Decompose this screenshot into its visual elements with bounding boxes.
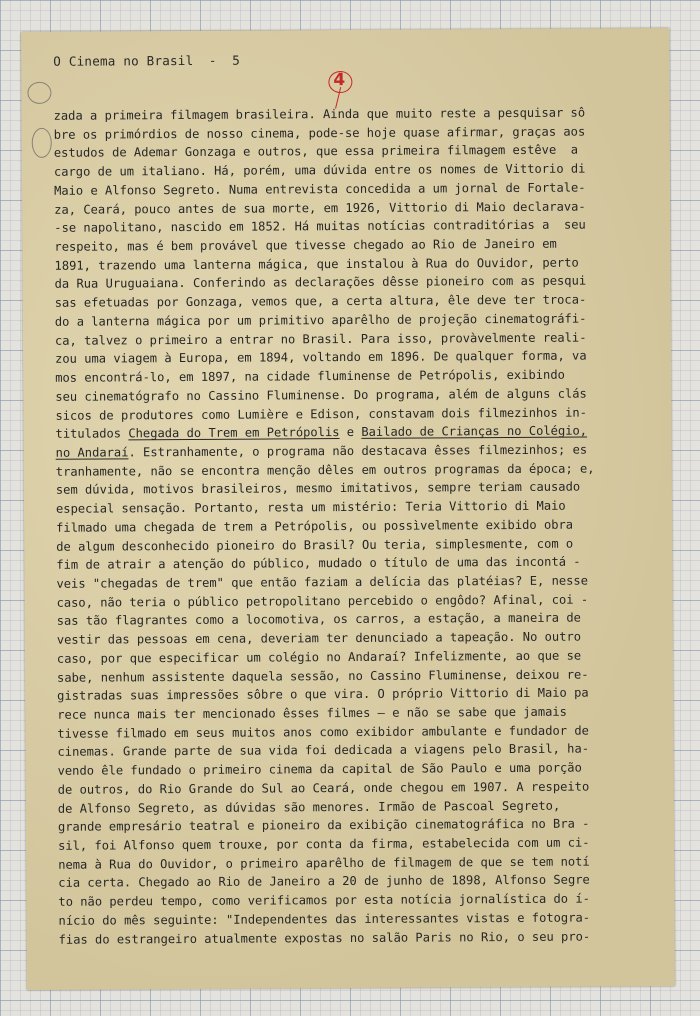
text-line: sabe, nenhum assistente daquela sessão, no Cassino Fluminense, deixou re- — [56, 667, 589, 685]
text-line: seu cinematógrafo no Cassino Fluminense. Do programa, além de alguns clás — [55, 386, 587, 404]
text-line: sas tão flagrantes como a locomotiva, os carros, a estação, a maneira de — [56, 610, 581, 629]
text-line: de Alfonso Segreto, as dúvidas são menores. Irmão de Pascoal Segreto, — [57, 798, 561, 816]
pencil-circle-mark — [32, 128, 52, 158]
page-header: O Cinema no Brasil - 5 — [53, 52, 241, 69]
text-line: vendo êle fundado o primeiro cinema da capital de São Paulo e uma porção — [57, 760, 582, 778]
text-line: sil, foi Alfonso quem trouxe, por conta da firma, estabelecida com um ci- — [58, 835, 590, 853]
text-line: tivesse filmado em seus muitos anos como exibidor ambulante e fundador de — [57, 723, 589, 741]
text-line: veis "chegadas de trem" que então faziam a delícia das platéias? E, nesse — [56, 573, 589, 591]
film-title: Bailado de Crianças no Colégio, — [361, 423, 588, 440]
text-line: caso, por que especificar um colégio no Andaraí? Infelizmente, ao que se — [56, 648, 582, 666]
text-line: filmado uma chegada de trem a Petrópolis, ou possìvelmente exibido obra — [56, 517, 574, 535]
text-line: to não perdeu tempo, como verificamos por esta notícia jornalística do í- — [58, 891, 590, 909]
text-line: za, Ceará, pouco antes de sua morte, em 1926, Vittorio di Maio declarava- — [54, 199, 586, 217]
text-line: de algum desconhecido pioneiro do Brasil? Ou teria, simplesmente, com o — [56, 536, 574, 554]
text-line: rece nunca mais ter mencionado êsses filmes — e não se sabe que jamais — [57, 704, 567, 722]
text-line: zou uma viagem à Europa, em 1894, voltando em 1896. De qualquer forma, va — [55, 348, 587, 367]
handwritten-page-number: 4 — [333, 70, 346, 91]
text-line: de outros, do Rio Grande do Sul ao Ceará, onde chegou em 1907. A respeito — [57, 779, 590, 797]
pencil-circle-mark — [27, 82, 51, 104]
text-line: da Rua Uruguaiana. Conferindo as declarações dêsse pioneiro com as pesqui — [54, 274, 587, 292]
text-line: cinemas. Grande parte de sua vida foi dedicada a viagens pelo Brasil, ha- — [57, 741, 590, 760]
text-line: nício do mês seguinte: "Independentes das interessantes vistas e fotogra- — [58, 910, 591, 928]
body-text — [54, 103, 669, 949]
text-line: zada a primeira filmagem brasileira. Ainda que muito reste a pesquisar sô — [53, 105, 586, 123]
text-line: sas efetuadas por Gonzaga, vemos que, a certa altura, êle deve ter troca- — [54, 292, 587, 310]
text-line: respeito, mas é bem provável que tivesse chegado ao Rio de Janeiro em — [54, 236, 557, 254]
text-line: mos encontrá-lo, em 1897, na cidade fluminense de Petrópolis, exibindo — [55, 367, 565, 385]
text-line: tranhamente, não se encontra menção dêles em outros programas da época; e, — [55, 461, 595, 479]
text-line: sem dúvida, motivos brasileiros, mesmo imitativos, sempre teriam causado — [55, 479, 581, 498]
text-line: 1891, trazendo uma lanterna mágica, que instalou à Rua do Ouvidor, perto — [54, 255, 579, 273]
text-line: fias do estrangeiro atualmente expostas no salão Paris no Rio, o seu pro- — [58, 929, 591, 947]
film-title: Chegada do Trem em Petrópolis — [128, 425, 340, 441]
text-segment: . Estranhamente, o programa não destacava êsses filmezinhos; es — [128, 442, 588, 460]
text-line: cargo de um italiano. Há, porém, uma dúvida entre os nomes de Vittorio di — [53, 161, 586, 179]
text-line: cia certa. Chegado ao Rio de Janeiro a 20 de junho de 1898, Alfonso Segre — [58, 872, 590, 891]
text-line: ca, talvez o primeiro a entrar no Brasil. Para isso, provàvelmente reali- — [54, 330, 587, 348]
text-segment: titulados — [55, 426, 129, 442]
text-line: do a lanterna mágica por um primitivo aparêlho de projeção cinematográfi- — [54, 311, 587, 329]
film-title: no Andaraí — [55, 445, 129, 460]
text-line: caso, não teria o público petropolitano percebido o engôdo? Afinal, coi - — [56, 592, 589, 610]
text-line: grande empresário teatral e pioneiro da exibição cinematográfica no Bra - — [57, 816, 590, 835]
text-line: sicos de produtores como Lumière e Edison, constavam dois filmezinhos in- — [55, 405, 587, 423]
text-line: fim de atrair a atenção do público, mudado o título de uma das incontá - — [56, 554, 581, 573]
text-line: -se napolitano, nascido em 1852. Há muitas notícias contraditórias a seu — [54, 217, 586, 236]
text-line: gistradas suas impressões sôbre o que vira. O próprio Vittorio di Maio pa — [57, 685, 589, 704]
text-line: nema à Rua do Ouvidor, o primeiro aparêlho de filmagem de que se tem notí — [58, 854, 590, 872]
text-segment: e — [339, 425, 362, 440]
text-line: bre os primórdios de nosso cinema, pode-se hoje quase afirmar, graças aos — [53, 124, 586, 142]
text-line: estudos de Ademar Gonzaga e outros, que essa primeira filmagem estêve a — [53, 143, 579, 161]
text-line: vestir das pessoas em cena, deveriam ter denunciado a tapeação. No outro — [56, 629, 582, 647]
text-line: Maio e Alfonso Segreto. Numa entrevista concedida a um jornal de Fortale- — [54, 180, 586, 198]
typewritten-page — [21, 28, 675, 990]
text-line: especial sensação. Portanto, resta um mistério: Teria Vittorio di Maio — [55, 498, 566, 516]
